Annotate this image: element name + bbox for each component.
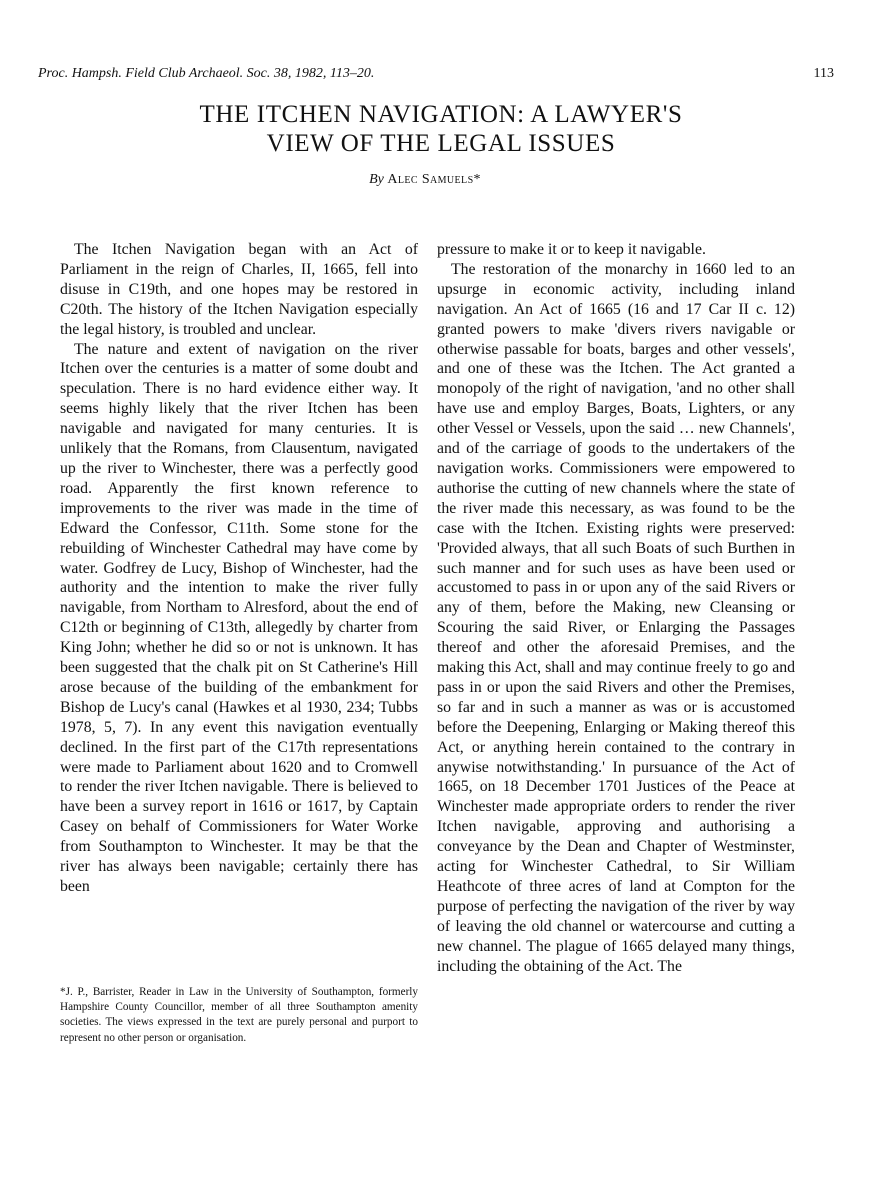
page-number: 113 xyxy=(813,66,834,81)
footnote xyxy=(60,985,418,1046)
author-name: Alec Samuels* xyxy=(387,172,481,187)
byline-prefix: By xyxy=(369,172,384,187)
paragraph-continued: pressure to make it or to keep it navigable. xyxy=(437,241,706,258)
journal-citation: Proc. Hampsh. Field Club Archaeol. Soc. 38, 1982, 113–20. xyxy=(38,66,375,81)
right-column xyxy=(437,240,795,977)
article-title xyxy=(0,100,882,158)
paragraph-intro: The Itchen Navigation began with an Act of Parliament in the reign of Charles, II, 1665, fell into disuse in C19th, and one hopes may be restored in C20th. The history of the Itchen Navigation especially the legal history, is troubled and unclear. xyxy=(60,241,418,338)
byline xyxy=(0,172,850,188)
footnote-text: *J. P., Barrister, Reader in Law in the University of Southampton, formerly Hampshire County Councillor, member of all three Southampton amenity societies. The views expressed in the text are purely personal and purport to represent no other person or organisation. xyxy=(60,986,418,1044)
title-line-2: VIEW OF THE LEGAL ISSUES xyxy=(266,130,616,157)
title-line-1: THE ITCHEN NAVIGATION: A LAWYER'S xyxy=(199,101,683,128)
running-head xyxy=(38,66,844,86)
paragraph-restoration: The restoration of the monarchy in 1660 led to an upsurge in economic activity, including inland navigation. An Act of 1665 (16 and 17 Car II c. 12) granted powers to make 'divers rivers navigable or otherwise passable for boats, barges and other vessels', and one of these was the Itchen. The Act granted a monopoly of the right of navigation, 'and no other shall have use and employ Barges, Boats, Lighters, or any other Vessel or Vessels, upon the said … new Channels', and of the carriage of goods to the undertakers of the navigation works. Commissioners were empowered to authorise the cutting of new channels where the state of the river made this necessary, as was found to be the case with the Itchen. Existing rights were preserved: 'Provided always, that all such Boats of such Burthen in such manner and for such uses as have been used or accustomed to pass in or upon any of the said Rivers or any of them, before the Making, new Cleansing or Scouring the said River, or Enlarging the Passages thereof and other the aforesaid Premises, and the making this Act, shall and may continue freely to go and pass in or upon the said Rivers and other the Premises, so far and in such a manner as was or is accustomed before the Deepening, Enlarging or Making thereof this Act, or anything herein contained to the contrary in anywise notwithstanding.' In pursuance of the Act of 1665, on 18 December 1701 Justices of the Peace at Winchester made appropriate orders to render the river Itchen navigable, approving and authorising a conveyance by the Dean and Chapter of Westminster, acting for Winchester Cathedral, to Sir William Heathcote of three acres of land at Compton for the purpose of perfecting the navigation of the river by way of leaving the old channel or watercourse and cutting a new channel. The plague of 1665 delayed many things, including the obtaining of the Act. The xyxy=(437,260,795,975)
left-column xyxy=(60,240,418,897)
paragraph-history: The nature and extent of navigation on the river Itchen over the centuries is a matter of some doubt and speculation. There is no hard evidence either way. It seems highly likely that the river Itchen has been navigable and navigated for many centuries. It is unlikely that the Romans, from Clausentum, navigated up the river to Winchester, there was a perfectly good road. Apparently the first known reference to improvements to the river was made in the time of Edward the Confessor, C11th. Some stone for the rebuilding of Winchester Cathedral may have come by water. Godfrey de Lucy, Bishop of Winchester, had the authority and the intention to make the river fully navigable, from Northam to Alresford, about the end of C12th or beginning of C13th, allegedly by charter from King John; whether he did so or not is unknown. It has been suggested that the chalk pit on St Catherine's Hill arose because of the building of the embankment for Bishop de Lucy's canal (Hawkes et al 1930, 234; Tubbs 1978, 5, 7). In any event this navigation eventually declined. In the first part of the C17th representations were made to Parliament about 1620 and to Cromwell to render the river Itchen navigable. There is believed to have been a survey report in 1616 or 1617, by Captain Casey on behalf of Commissioners for Water Worke from Southampton to Winchester. It may be that the river has always been navigable; certainly there has been xyxy=(60,340,418,895)
